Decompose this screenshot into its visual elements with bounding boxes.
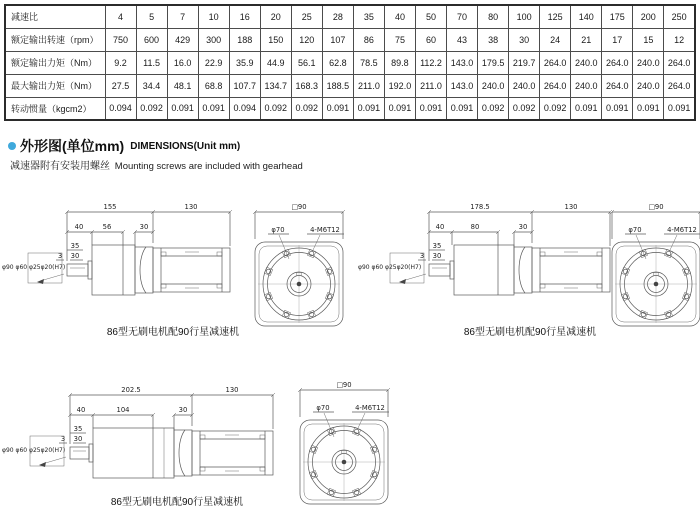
table-cell: 264.0 [664,51,695,74]
dim-seg2: 80 [470,223,480,231]
table-cell: 16 [229,5,260,28]
table-cell: 140 [571,5,602,28]
row-label: 最大输出力矩（Nm） [5,74,105,97]
front-view-drawing-1 [248,195,358,335]
table-cell: 219.7 [509,51,540,74]
drawing-1-caption: 86型无刷电机配90行星减速机 [106,327,240,338]
dim-seg1: 40 [435,223,445,231]
dim-motor: 130 [184,203,198,211]
table-cell: 50 [415,5,446,28]
bullet-icon [8,142,16,150]
section-title-cn: 外形图(单位mm) [20,138,125,154]
drawing-2-caption: 86型无刷电机配90行星减速机 [463,327,597,338]
section-subtitle-en: Mounting screws are included with gearhead [114,161,303,172]
table-cell: 264.0 [664,74,695,97]
table-cell: 44.9 [260,51,291,74]
dim-overall: 178.5 [470,203,490,211]
table-cell: 27.5 [105,74,136,97]
table-cell: 264.0 [540,74,571,97]
pilot-diameter-label: φ70 [316,404,330,412]
table-cell: 4 [105,5,136,28]
bolt-spec-label: 4-M6T12 [667,226,697,234]
front-view-drawing-2 [605,195,700,335]
dim-v2: 30 [70,252,80,260]
table-cell: 0.091 [633,97,664,120]
table-cell: 24 [540,28,571,51]
table-cell: 192.0 [384,74,415,97]
table-cell: 200 [633,5,664,28]
dim-v3: 3 [60,435,66,443]
table-cell: 188.5 [322,74,353,97]
table-cell: 240.0 [509,74,540,97]
table-cell: 250 [664,5,695,28]
table-cell: 107.7 [229,74,260,97]
table-cell: 7 [167,5,198,28]
table-cell: 0.092 [478,97,509,120]
table-cell: 300 [198,28,229,51]
table-cell: 264.0 [602,51,633,74]
shaft-diameter-labels: φ90 φ60 φ25φ20(H7) [2,264,66,271]
table-cell: 5 [136,5,167,28]
table-cell: 179.5 [478,51,509,74]
table-cell: 35.9 [229,51,260,74]
table-cell: 30 [509,28,540,51]
dim-v1: 35 [73,425,83,433]
pilot-diameter-label: φ70 [628,226,642,234]
table-cell: 78.5 [353,51,384,74]
table-cell: 150 [260,28,291,51]
table-cell: 750 [105,28,136,51]
table-cell: 0.091 [384,97,415,120]
table-cell: 48.1 [167,74,198,97]
table-cell: 40 [384,5,415,28]
flange-square-dim: □90 [336,381,352,389]
table-cell: 75 [384,28,415,51]
bolt-spec-label: 4-M6T12 [310,226,340,234]
table-cell: 211.0 [415,74,446,97]
row-label: 减速比 [5,5,105,28]
section-header [8,136,240,156]
table-cell: 175 [602,5,633,28]
dim-motor: 130 [564,203,578,211]
table-cell: 0.092 [260,97,291,120]
row-label: 额定输出力矩（Nm） [5,51,105,74]
dim-overall: 202.5 [121,386,141,394]
dim-seg3: 30 [178,406,188,414]
row-label: 额定输出转速（rpm） [5,28,105,51]
row-label: 转动惯量（kgcm2） [5,97,105,120]
table-cell: 0.091 [353,97,384,120]
table-cell: 264.0 [602,74,633,97]
dim-v3: 3 [419,252,425,260]
table-cell: 38 [478,28,509,51]
section-subtitle [10,157,303,172]
shaft-diameter-labels: φ90 φ60 φ25φ20(H7) [2,447,66,454]
table-cell: 0.091 [415,97,446,120]
table-cell: 0.092 [509,97,540,120]
table-cell: 264.0 [540,51,571,74]
table-cell: 35 [353,5,384,28]
dim-seg3: 30 [139,223,149,231]
section-title-en: DIMENSIONS(Unit mm) [130,140,241,152]
table-cell: 43 [447,28,478,51]
table-cell: 0.092 [291,97,322,120]
dim-seg1: 40 [76,406,86,414]
flange-square-dim: □90 [648,203,664,211]
dim-seg2: 56 [102,223,112,231]
table-cell: 240.0 [571,74,602,97]
table-cell: 34.4 [136,74,167,97]
section-subtitle-cn: 减速器附有安装用螺丝 [10,161,110,172]
table-cell: 17 [602,28,633,51]
table-cell: 143.0 [447,74,478,97]
table-cell: 21 [571,28,602,51]
table-cell: 80 [478,5,509,28]
table-cell: 0.094 [229,97,260,120]
dim-seg1: 40 [74,223,84,231]
table-cell: 62.8 [322,51,353,74]
table-cell: 86 [353,28,384,51]
table-row [5,51,695,74]
table-cell: 0.091 [322,97,353,120]
table-cell: 20 [260,5,291,28]
table-cell: 168.3 [291,74,322,97]
table-cell: 240.0 [478,74,509,97]
table-cell: 0.094 [105,97,136,120]
table-cell: 188 [229,28,260,51]
table-cell: 112.2 [415,51,446,74]
side-view-drawing-1 [0,195,250,335]
table-cell: 107 [322,28,353,51]
table-cell: 0.091 [602,97,633,120]
dim-v1: 35 [70,242,80,250]
dim-v3: 3 [57,252,63,260]
table-cell: 11.5 [136,51,167,74]
table-cell: 120 [291,28,322,51]
side-view-drawing-2 [350,195,635,335]
table-row [5,28,695,51]
table-cell: 100 [509,5,540,28]
table-cell: 25 [291,5,322,28]
table-cell: 143.0 [447,51,478,74]
table-cell: 89.8 [384,51,415,74]
table-cell: 56.1 [291,51,322,74]
table-cell: 0.092 [540,97,571,120]
table-cell: 0.091 [198,97,229,120]
dim-v2: 30 [432,252,442,260]
table-cell: 28 [322,5,353,28]
table-cell: 600 [136,28,167,51]
dim-v1: 35 [432,242,442,250]
pilot-diameter-label: φ70 [271,226,285,234]
table-cell: 429 [167,28,198,51]
table-cell: 9.2 [105,51,136,74]
table-cell: 125 [540,5,571,28]
front-view-drawing-3 [293,373,403,513]
spec-table [4,4,696,121]
dim-seg3: 30 [518,223,528,231]
table-row [5,5,695,28]
dim-seg2: 104 [116,406,130,414]
flange-square-dim: □90 [291,203,307,211]
table-cell: 22.9 [198,51,229,74]
table-cell: 211.0 [353,74,384,97]
table-cell: 16.0 [167,51,198,74]
dim-overall: 155 [103,203,117,211]
table-cell: 240.0 [571,51,602,74]
shaft-diameter-labels: φ90 φ60 φ25φ20(H7) [358,264,422,271]
table-cell: 240.0 [633,74,664,97]
table-cell: 68.8 [198,74,229,97]
table-cell: 0.091 [447,97,478,120]
table-cell: 60 [415,28,446,51]
bolt-spec-label: 4-M6T12 [355,404,385,412]
table-cell: 0.091 [167,97,198,120]
table-row [5,74,695,97]
table-cell: 70 [447,5,478,28]
dim-motor: 130 [225,386,239,394]
table-cell: 240.0 [633,51,664,74]
table-cell: 0.091 [664,97,695,120]
table-cell: 12 [664,28,695,51]
table-cell: 134.7 [260,74,291,97]
table-cell: 15 [633,28,664,51]
table-row [5,97,695,120]
table-cell: 0.092 [136,97,167,120]
drawing-3-caption: 86型无刷电机配90行星减速机 [110,497,244,508]
dim-v2: 30 [73,435,83,443]
table-cell: 10 [198,5,229,28]
table-cell: 0.091 [571,97,602,120]
